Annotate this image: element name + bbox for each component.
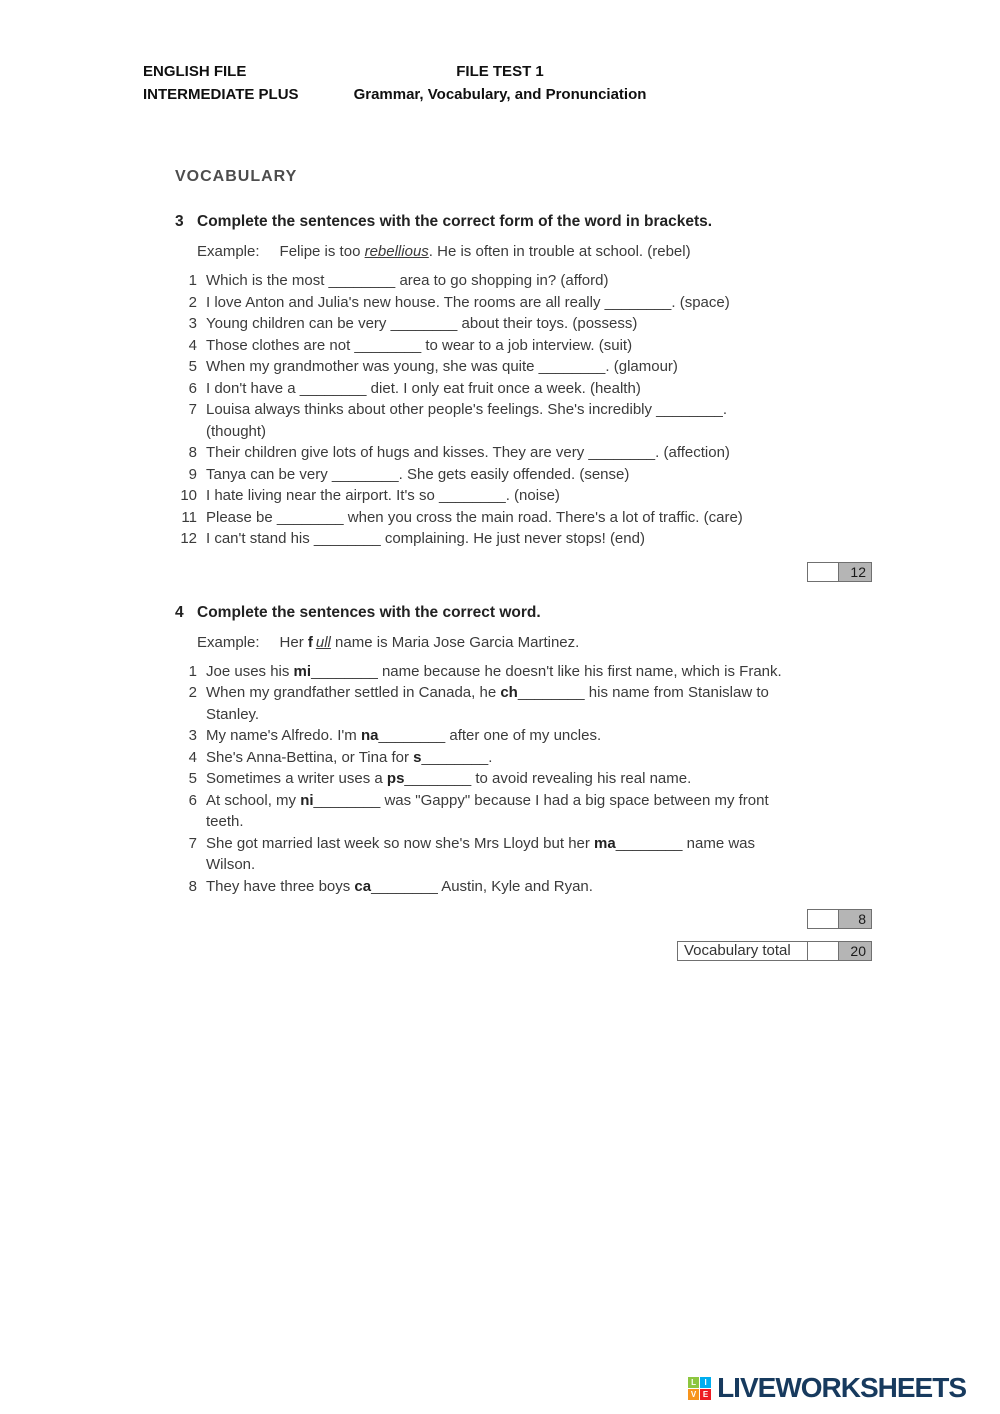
exercise-item xyxy=(175,335,872,357)
item-number: 4 xyxy=(188,748,197,766)
logo-square-e: E xyxy=(700,1389,711,1400)
item-text xyxy=(206,292,851,314)
exercise-item xyxy=(175,485,872,507)
exercise-item xyxy=(175,270,872,292)
item-sentence: They have three boys xyxy=(206,877,355,895)
item-sentence: She's Anna-Bettina, or Tina for xyxy=(206,748,414,766)
item-sentence-post: ________ his name from Stanislaw to xyxy=(517,684,769,701)
item-text xyxy=(206,507,851,529)
item-text xyxy=(206,661,851,683)
item-number: 5 xyxy=(188,358,197,375)
item-word-start: s xyxy=(413,748,422,766)
item-sentence-post: ________ name because he doesn't like his first name, which is Frank. xyxy=(311,662,782,680)
exercise-item xyxy=(175,661,872,683)
item-sentence: Which is the most ________ area to go shopping in? (afford) xyxy=(206,272,609,289)
exercise-item xyxy=(175,399,872,442)
exercise-item xyxy=(175,507,872,529)
item-text xyxy=(206,399,851,442)
item-word-start: ps xyxy=(386,770,405,787)
item-text xyxy=(206,378,851,400)
example-answer: ull xyxy=(315,633,331,651)
item-sentence: I don't have a ________ diet. I only eat fruit once a week. (health) xyxy=(206,379,641,397)
test-title: FILE TEST 1 xyxy=(456,63,544,80)
liveworksheets-logo-icon xyxy=(688,1377,711,1400)
item-text xyxy=(206,485,851,507)
item-sentence: Their children give lots of hugs and kisses. They are very ________. (affection) xyxy=(206,444,730,461)
item-continuation: Stanley. xyxy=(206,705,260,723)
total-max-box: 20 xyxy=(838,941,872,961)
item-text xyxy=(206,768,851,790)
header xyxy=(0,60,1000,120)
item-sentence: Louisa always thinks about other people's feelings. She's incredibly ________. xyxy=(206,401,728,418)
example-text-post: name is Maria Jose Garcia Martinez. xyxy=(330,633,580,651)
item-sentence-post: ________ was "Gappy" because I had a big space between my front xyxy=(313,791,769,809)
exercise-4-heading xyxy=(175,603,872,623)
item-text xyxy=(206,313,851,335)
item-sentence: I hate living near the airport. It's so ________. (noise) xyxy=(206,487,560,504)
item-text xyxy=(206,442,851,464)
item-word-start: ca xyxy=(354,877,372,895)
example-bold-letter: f xyxy=(307,633,313,651)
item-sentence: When my grandfather settled in Canada, he xyxy=(206,684,501,701)
exercise-3 xyxy=(175,212,872,582)
exercise-item xyxy=(175,725,872,747)
score-max-box: 12 xyxy=(838,562,872,582)
item-text xyxy=(206,335,851,357)
item-text xyxy=(206,876,851,898)
item-continuation: Wilson. xyxy=(206,856,256,873)
test-subtitle: Grammar, Vocabulary, and Pronunciation xyxy=(353,86,647,103)
exercise-number: 4 xyxy=(175,603,184,621)
score-entry-box xyxy=(807,562,839,582)
exercise-item xyxy=(175,833,872,876)
example-text-post: . He is often in trouble at school. (rebel) xyxy=(428,243,691,260)
item-word-start: ch xyxy=(500,684,518,701)
item-word-start: na xyxy=(360,727,379,744)
item-number: 2 xyxy=(188,293,197,311)
item-sentence: She got married last week so now she's Mrs Lloyd but her xyxy=(206,834,595,852)
item-sentence-post: ________ after one of my uncles. xyxy=(378,727,602,744)
item-number: 8 xyxy=(188,877,197,895)
item-number: 11 xyxy=(181,508,197,526)
exercise-item xyxy=(175,528,872,550)
item-number: 6 xyxy=(188,379,197,397)
example-answer: rebellious xyxy=(364,243,429,260)
exercise-item xyxy=(175,356,872,378)
worksheet-body xyxy=(175,168,872,961)
item-number: 1 xyxy=(188,662,197,680)
exercise-3-score-row xyxy=(175,562,872,582)
example-text: Felipe is too xyxy=(279,243,365,260)
exercise-item xyxy=(175,442,872,464)
item-number: 7 xyxy=(188,834,197,852)
exercise-item xyxy=(175,790,872,833)
exercise-3-example xyxy=(197,241,872,262)
score-max-box: 8 xyxy=(838,909,872,929)
item-sentence: I love Anton and Julia's new house. The rooms are all really ________. (space) xyxy=(206,293,730,311)
item-sentence: At school, my xyxy=(206,791,301,809)
example-label: Example: xyxy=(197,243,260,260)
item-sentence: When my grandmother was young, she was quite ________. (glamour) xyxy=(206,358,678,375)
item-sentence: My name's Alfredo. I'm xyxy=(206,727,361,744)
item-continuation: (thought) xyxy=(206,422,267,440)
item-sentence-post: ________. xyxy=(421,748,493,766)
item-text xyxy=(206,356,851,378)
item-sentence-post: ________ Austin, Kyle and Ryan. xyxy=(371,877,593,895)
exercise-instruction: Complete the sentences with the correct word. xyxy=(197,603,541,621)
example-text: Her xyxy=(279,633,308,651)
item-text xyxy=(206,682,851,725)
item-word-start: ni xyxy=(300,791,314,809)
exercise-item xyxy=(175,768,872,790)
header-test-block xyxy=(0,60,1000,106)
exercise-item xyxy=(175,313,872,335)
item-sentence: Joe uses his xyxy=(206,662,294,680)
item-number: 2 xyxy=(188,684,197,701)
exercise-4-score-row xyxy=(175,909,872,929)
exercise-item xyxy=(175,682,872,725)
exercise-number: 3 xyxy=(175,213,184,230)
item-number: 6 xyxy=(188,791,197,809)
exercise-item xyxy=(175,876,872,898)
item-continuation: teeth. xyxy=(206,813,244,830)
score-entry-box xyxy=(807,909,839,929)
item-sentence: Young children can be very ________ about their toys. (possess) xyxy=(206,315,638,332)
total-entry-box xyxy=(807,941,839,961)
vocabulary-total-row xyxy=(175,941,872,961)
item-number: 3 xyxy=(188,727,197,744)
exercise-instruction: Complete the sentences with the correct form of the word in brackets. xyxy=(197,213,713,230)
logo-square-v: V xyxy=(688,1389,699,1400)
item-text xyxy=(206,270,851,292)
item-text xyxy=(206,833,851,876)
liveworksheets-logo-text: LIVEWORKSHEETS xyxy=(717,1372,966,1403)
exercise-item xyxy=(175,292,872,314)
item-sentence-post: ________ name was xyxy=(615,834,756,852)
item-number: 1 xyxy=(188,272,197,289)
example-label: Example: xyxy=(197,633,260,651)
item-number: 5 xyxy=(188,770,197,787)
vocabulary-total-label: Vocabulary total xyxy=(677,941,808,961)
item-word-start: ma xyxy=(594,834,616,852)
item-number: 10 xyxy=(180,487,197,504)
exercise-item xyxy=(175,464,872,486)
item-sentence-post: ________ to avoid revealing his real name. xyxy=(404,770,692,787)
item-sentence: Please be ________ when you cross the main road. There's a lot of traffic. (care) xyxy=(206,508,743,526)
item-sentence: Sometimes a writer uses a xyxy=(206,770,387,787)
exercise-4 xyxy=(175,603,872,930)
item-sentence: I can't stand his ________ complaining. He just never stops! (end) xyxy=(206,530,645,547)
course-title: ENGLISH FILE xyxy=(143,63,247,80)
item-text xyxy=(206,528,851,550)
exercise-4-items xyxy=(175,661,872,898)
item-number: 8 xyxy=(188,444,197,461)
item-text xyxy=(206,464,851,486)
item-number: 12 xyxy=(180,530,197,547)
liveworksheets-logo[interactable] xyxy=(688,1374,966,1402)
logo-square-l: L xyxy=(688,1377,699,1388)
item-number: 4 xyxy=(188,336,197,354)
item-word-start: mi xyxy=(293,662,312,680)
item-text xyxy=(206,747,851,769)
item-text xyxy=(206,790,851,833)
item-number: 3 xyxy=(188,315,197,332)
course-level: INTERMEDIATE PLUS xyxy=(143,86,299,103)
exercise-item xyxy=(175,378,872,400)
section-title: VOCABULARY xyxy=(175,168,298,185)
exercise-4-example xyxy=(197,632,872,653)
exercise-3-heading xyxy=(175,212,872,232)
item-number: 9 xyxy=(188,465,197,483)
logo-square-i: I xyxy=(700,1377,711,1388)
item-sentence: Tanya can be very ________. She gets easily offended. (sense) xyxy=(206,465,630,483)
exercise-item xyxy=(175,747,872,769)
item-sentence: Those clothes are not ________ to wear to a job interview. (suit) xyxy=(206,336,633,354)
item-text xyxy=(206,725,851,747)
item-number: 7 xyxy=(188,401,197,418)
exercise-3-items xyxy=(175,270,872,550)
